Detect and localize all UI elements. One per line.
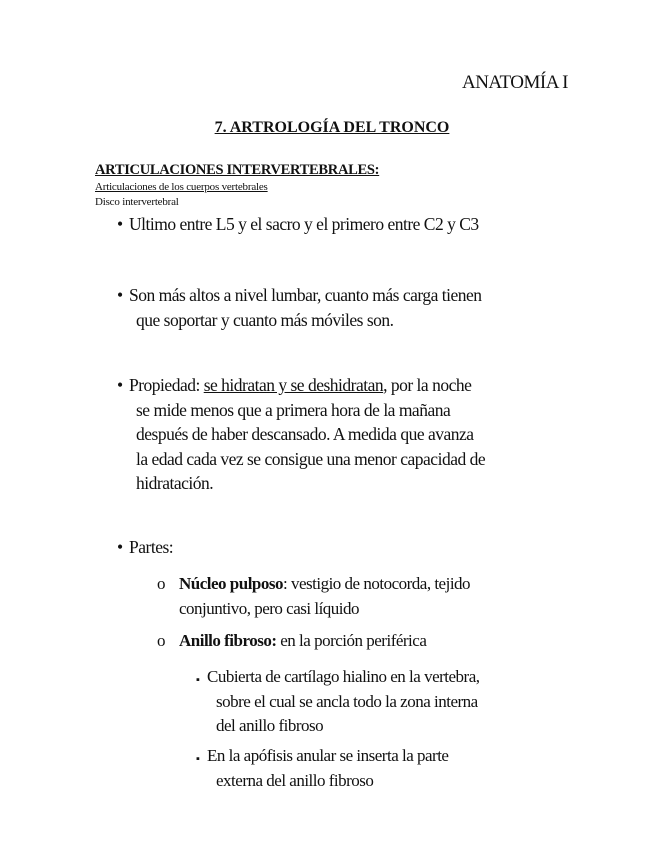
bullet-marker: • <box>117 537 123 557</box>
bullet-text: Ultimo entre L5 y el sacro y el primero entre C2 y C3 <box>129 214 479 234</box>
circle-bullet-marker: o <box>157 574 165 593</box>
bullet-line: después de haber descansado. A medida que avanza <box>136 424 474 444</box>
circle-bullet-marker: o <box>157 631 165 650</box>
subpart-line: del anillo fibroso <box>216 716 324 735</box>
part-line <box>179 629 426 654</box>
subpart-line: En la apófisis anular se inserta la parte <box>207 746 449 765</box>
property-underlined: se hidratan y se deshidratan <box>203 375 384 395</box>
square-bullet-marker: ▪ <box>196 753 200 765</box>
part-description: : vestigio de notocorda, tejido <box>283 574 471 593</box>
bullet-line: la edad cada vez se consigue una menor capacidad de <box>136 448 486 469</box>
section-subheading: Articulaciones de los cuerpos vertebrales <box>95 181 268 193</box>
part-line: conjuntivo, pero casi líquido <box>179 598 360 618</box>
bullet-text: Partes: <box>129 537 174 557</box>
property-lead: Propiedad: <box>129 375 204 395</box>
square-bullet-marker: ▪ <box>196 674 200 686</box>
bullet-marker: • <box>117 214 123 234</box>
bullet-line: se mide menos que a primera hora de la mañana <box>136 399 451 420</box>
subpart-line: Cubierta de cartílago hialino en la vertebra, <box>207 667 480 686</box>
subpart-item-apophysis <box>196 744 448 793</box>
part-name: Anillo fibroso: <box>179 631 277 650</box>
bullet-item-height <box>117 283 482 332</box>
bullet-line: Son más altos a nivel lumbar, cuanto más carga tienen <box>129 285 482 305</box>
bullet-marker: • <box>117 375 123 395</box>
section-subsubheading: Disco intervertebral <box>95 196 179 208</box>
bullet-line: hidratación. <box>136 473 214 493</box>
part-item-anillo <box>157 629 426 654</box>
bullet-marker: • <box>117 285 123 305</box>
page-header: ANATOMÍA I <box>461 72 568 93</box>
part-line <box>179 572 470 597</box>
document-title: 7. ARTROLOGÍA DEL TRONCO <box>214 119 450 136</box>
bullet-line: que soportar y cuanto más móviles son. <box>136 309 394 330</box>
bullet-item-parts <box>117 535 173 560</box>
bullet-line <box>129 373 485 398</box>
property-rest: , por la noche <box>383 375 472 395</box>
subpart-line: sobre el cual se ancla todo la zona interna <box>216 691 478 711</box>
part-description: en la porción periférica <box>276 631 427 650</box>
section-heading: ARTICULACIONES INTERVERTEBRALES: <box>95 162 380 178</box>
part-name: Núcleo pulposo <box>179 574 283 593</box>
subpart-item-cartilage <box>196 665 480 739</box>
bullet-item-property <box>117 373 485 496</box>
part-item-nucleo <box>157 572 470 621</box>
subpart-line: externa del anillo fibroso <box>216 770 374 790</box>
bullet-item-levels <box>117 212 479 237</box>
